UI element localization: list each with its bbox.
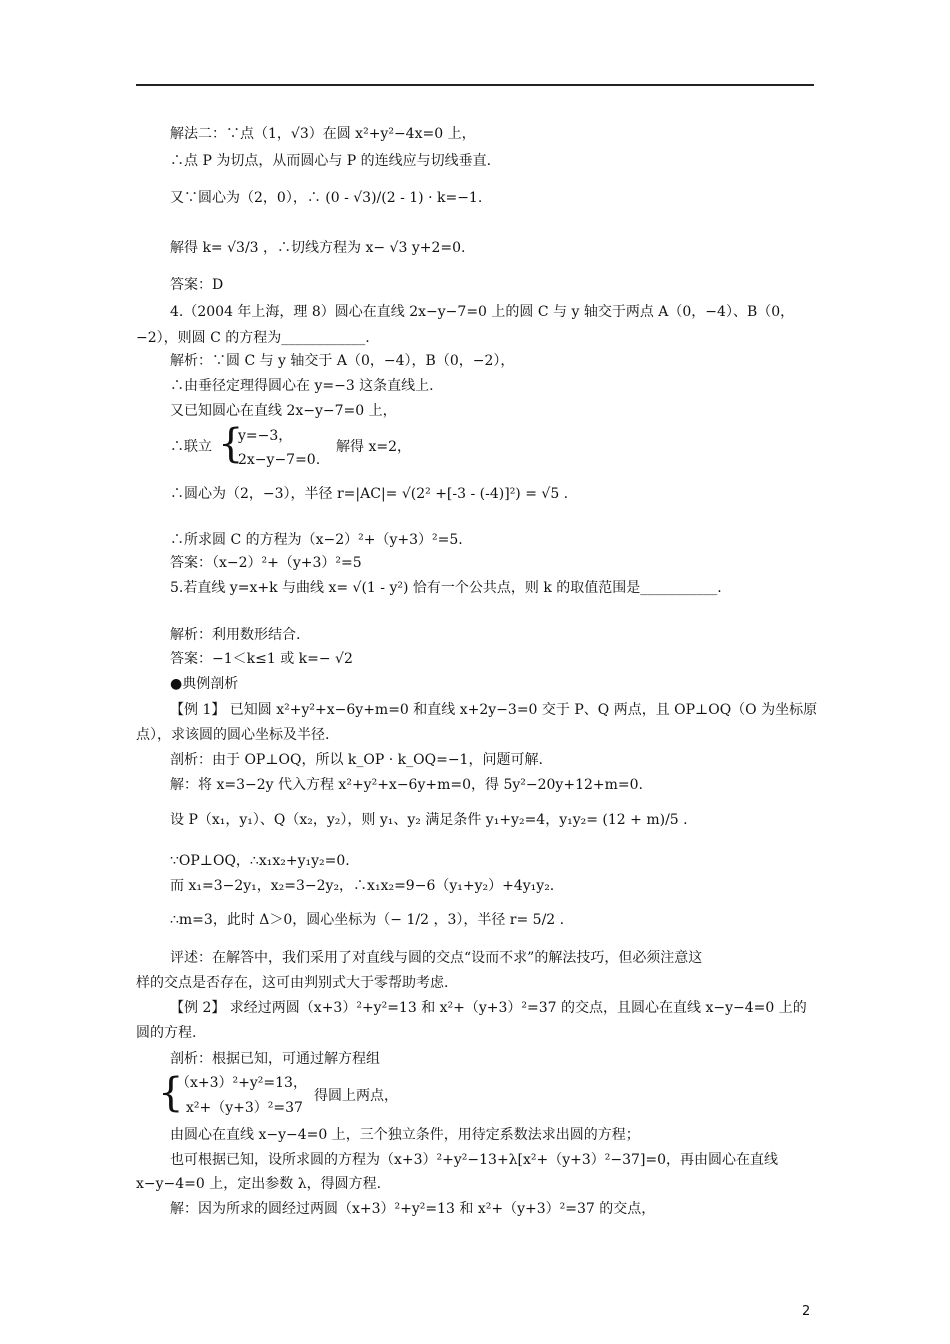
text-line: ∴点 P 为切点，从而圆心与 P 的连线应与切线垂直.	[170, 153, 492, 169]
text-line: 样的交点是否存在，这可由判别式大于零帮助考虑.	[136, 975, 449, 991]
text-line: 解得 x=2，	[336, 439, 411, 455]
text-line: ∴所求圆 C 的方程为（x−2）²+（y+3）²=5.	[170, 532, 463, 548]
text-line: ∴圆心为（2，−3），半径 r=|AC|= √(2² +[-3 - (-4)]²) = √5 .	[170, 486, 569, 502]
text-line: 答案：D	[170, 277, 224, 293]
text-line: 由圆心在直线 x−y−4=0 上，三个独立条件，用待定系数法求出圆的方程；	[170, 1127, 640, 1143]
text-line: 【例 1】 已知圆 x²+y²+x−6y+m=0 和直线 x+2y−3=0 交于 P、Q 两点，且 OP⊥OQ（O 为坐标原	[170, 702, 818, 718]
text-line: 设 P（x₁，y₁）、Q（x₂，y₂），则 y₁、y₂ 满足条件 y₁+y₂=4，y₁y₂= (12 + m)/5 .	[170, 812, 688, 828]
text-line: 解：因为所求的圆经过两圆（x+3）²+y²=13 和 x²+（y+3）²=37 的交点，	[170, 1201, 656, 1217]
section-heading: ●典例剖析	[170, 676, 239, 692]
text-line: ∵OP⊥OQ，∴x₁x₂+y₁y₂=0.	[170, 853, 350, 869]
text-line: 也可根据已知，设所求圆的方程为（x+3）²+y²−13+λ[x²+（y+3）²−37]=0，再由圆心在直线	[170, 1152, 779, 1168]
text-line: 剖析：根据已知，可通过解方程组	[170, 1051, 380, 1067]
text-line: ∴由垂径定理得圆心在 y=−3 这条直线上.	[170, 378, 434, 394]
text-line: 【例 2】 求经过两圆（x+3）²+y²=13 和 x²+（y+3）²=37 的交点，且圆心在直线 x−y−4=0 上的	[170, 1000, 807, 1016]
text-line: （x+3）²+y²=13，	[176, 1075, 307, 1091]
text-line: 解：将 x=3−2y 代入方程 x²+y²+x−6y+m=0，得 5y²−20y+12+m=0.	[170, 777, 643, 793]
text-line: x²+（y+3）²=37	[186, 1100, 303, 1116]
text-line: 4.（2004 年上海，理 8）圆心在直线 2x−y−7=0 上的圆 C 与 y 轴交于两点 A（0，−4）、B（0，	[170, 304, 795, 320]
text-line: 解得 k= √3/3 ，∴切线方程为 x− √3 y+2=0.	[170, 240, 466, 256]
text-line: ∴联立	[170, 439, 212, 455]
text-line: 解析：∵圆 C 与 y 轴交于 A（0，−4），B（0，−2），	[170, 353, 515, 369]
header-rule	[136, 84, 814, 86]
text-line: 评述：在解答中，我们采用了对直线与圆的交点“设而不求”的解法技巧，但必须注意这	[170, 950, 703, 966]
system-brace: {	[158, 1070, 184, 1116]
text-line: 解法二：∵点（1，√3）在圆 x²+y²−4x=0 上，	[170, 126, 476, 142]
text-line: 得圆上两点，	[314, 1088, 398, 1104]
text-line: 又∵圆心为（2，0），∴ (0 - √3)/(2 - 1) · k=−1.	[170, 190, 483, 206]
page-number: 2	[802, 1304, 811, 1319]
text-line: y=−3，	[238, 428, 293, 444]
text-line: 又已知圆心在直线 2x−y−7=0 上，	[170, 403, 397, 419]
text-line: x−y−4=0 上，定出参数 λ，得圆方程.	[136, 1176, 382, 1192]
text-line: 圆的方程.	[136, 1025, 197, 1041]
text-line: 点），求该圆的圆心坐标及半径.	[136, 727, 330, 743]
text-line: 剖析：由于 OP⊥OQ，所以 k_OP · k_OQ=−1，问题可解.	[170, 752, 543, 768]
text-line: 答案：（x−2）²+（y+3）²=5	[170, 555, 362, 571]
text-line: 答案：−1＜k≤1 或 k=− √2	[170, 651, 353, 667]
text-line: 2x−y−7=0.	[238, 452, 321, 468]
text-line: −2），则圆 C 的方程为____________.	[136, 330, 370, 346]
text-line: 而 x₁=3−2y₁，x₂=3−2y₂，∴x₁x₂=9−6（y₁+y₂）+4y₁y₂.	[170, 878, 555, 894]
system-brace: {	[218, 421, 244, 467]
text-line: ∴m=3，此时 Δ＞0，圆心坐标为（− 1/2 ，3），半径 r= 5/2 .	[170, 912, 565, 928]
text-line: 5.若直线 y=x+k 与曲线 x= √(1 - y²) 恰有一个公共点，则 k 的取值范围是___________.	[170, 580, 722, 596]
text-line: 解析：利用数形结合.	[170, 627, 301, 643]
